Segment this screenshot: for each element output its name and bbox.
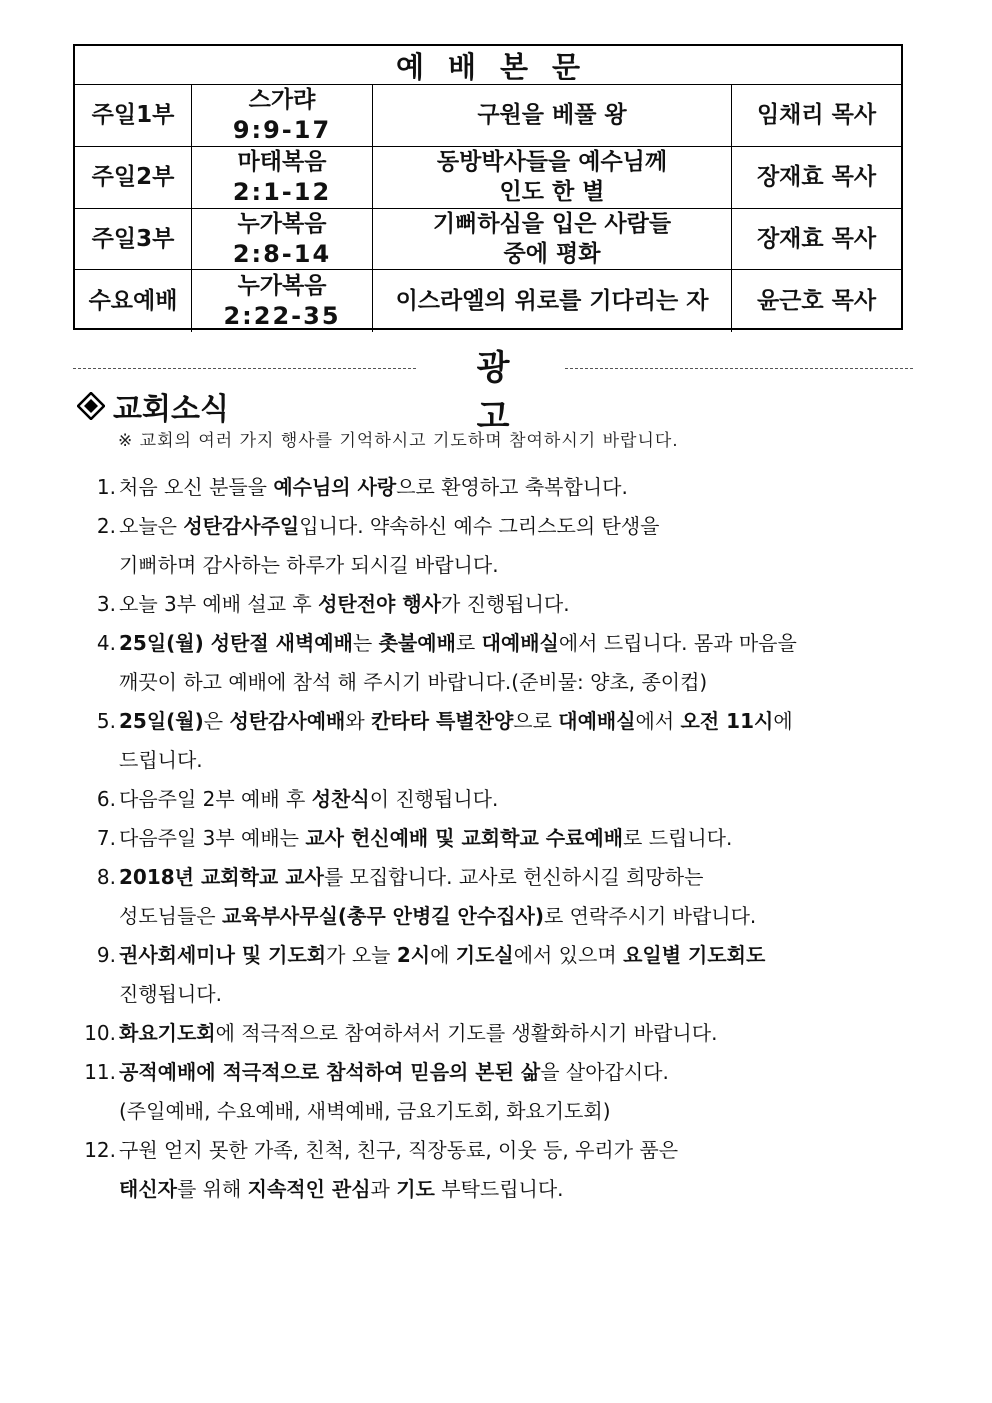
- scripture-verse: 2:22-35: [223, 302, 341, 331]
- sermon-title-cell: [373, 209, 732, 270]
- announcement-number: 3.: [96, 592, 116, 616]
- pastor-name: 장재효 목사: [756, 164, 877, 191]
- pastor-name: 임채리 목사: [756, 102, 877, 129]
- diamond-bullet-icon: [77, 392, 105, 420]
- announcement-line: [72, 585, 932, 624]
- service-name: 주일3부: [91, 225, 175, 252]
- worship-row: [75, 270, 901, 332]
- emphasis-text: 25일(월): [119, 709, 204, 733]
- announcement-text: 은: [203, 709, 230, 733]
- announcement-text: 처음 오신 분들을: [119, 475, 274, 499]
- announcement-list: [72, 468, 932, 1209]
- emphasis-text: 기도: [396, 1177, 435, 1201]
- pastor-cell: [732, 270, 901, 332]
- announcement-line: [72, 858, 932, 897]
- announcement-item: [72, 624, 932, 702]
- dashed-divider-right: [565, 368, 913, 369]
- announcement-number: 1.: [96, 475, 116, 499]
- announcement-text: 를 위해: [176, 1177, 248, 1201]
- announcements-title: 광고: [476, 348, 540, 437]
- service-name: 수요예배: [88, 288, 178, 315]
- announcement-item: [72, 858, 932, 936]
- emphasis-text: 성찬식: [311, 787, 370, 811]
- service-name: 주일1부: [91, 102, 175, 129]
- announcement-text: 에: [430, 943, 456, 967]
- emphasis-text: 2018년 교회학교 교사: [119, 865, 324, 889]
- announcement-line: [72, 1092, 932, 1131]
- sermon-title-line2: 인도 한 별: [499, 179, 605, 206]
- emphasis-text: 25일(월) 성탄절 새벽예배: [119, 631, 353, 655]
- announcement-number: 7.: [96, 826, 116, 850]
- announcement-item: [72, 468, 932, 507]
- sermon-title-line2: 중에 평화: [503, 240, 601, 267]
- announcement-text: 에 적극적으로 참여하셔서 기도를 생활화하시기 바랍니다.: [215, 1021, 718, 1045]
- announcement-text: 를 모집합니다. 교사로 헌신하시길 희망하는: [323, 865, 704, 889]
- announcement-line: [72, 936, 932, 975]
- scripture-cell: [192, 209, 373, 270]
- announcement-item: [72, 780, 932, 819]
- emphasis-text: 칸타타 특별찬양: [371, 709, 514, 733]
- announcement-text: 과: [370, 1177, 397, 1201]
- scripture-cell: [192, 85, 373, 146]
- emphasis-text: 성탄전야 행사: [318, 592, 441, 616]
- emphasis-text: 권사회세미나 및 기도회: [119, 943, 327, 967]
- emphasis-text: 공적예배에 적극적으로 참석하여 믿음의 본된 삶: [119, 1060, 541, 1084]
- worship-row: [75, 85, 901, 147]
- scripture-cell: [192, 147, 373, 208]
- worship-table: [73, 44, 903, 330]
- announcement-text: (주일예배, 수요예배, 새벽예배, 금요기도회, 화요기도회): [119, 1099, 611, 1123]
- announcement-text: 입니다. 약속하신 예수 그리스도의 탄생을: [299, 514, 660, 538]
- announcement-line: [72, 1131, 932, 1170]
- pastor-name: 윤근호 목사: [756, 288, 877, 315]
- announcement-text: 오늘은: [119, 514, 184, 538]
- emphasis-text: 지속적인 관심: [247, 1177, 371, 1201]
- announcement-line: [72, 507, 932, 546]
- announcement-number: 5.: [96, 709, 116, 733]
- announcement-text: 는: [352, 631, 379, 655]
- pastor-cell: [732, 147, 901, 208]
- announcement-text: 로 드립니다.: [623, 826, 733, 850]
- sermon-title-cell: [373, 270, 732, 332]
- announcement-item: [72, 1053, 932, 1131]
- service-name-cell: [75, 209, 192, 270]
- announcement-text: 깨끗이 하고 예배에 참석 해 주시기 바랍니다.(준비물: 양초, 종이컵): [119, 670, 708, 694]
- announcement-text: 구원 얻지 못한 가족, 친척, 친구, 직장동료, 이웃 등, 우리가 품은: [119, 1138, 679, 1162]
- service-name-cell: [75, 85, 192, 146]
- dashed-divider-left: [73, 368, 416, 369]
- service-name-cell: [75, 270, 192, 332]
- emphasis-text: 태신자: [119, 1177, 177, 1201]
- sermon-title-cell: [373, 85, 732, 146]
- worship-row: [75, 147, 901, 209]
- announcement-line: [72, 819, 932, 858]
- announcement-text: 으로: [513, 709, 559, 733]
- announcement-text: 가 진행됩니다.: [440, 592, 570, 616]
- announcement-text: 에: [773, 709, 793, 733]
- church-news-heading: [77, 384, 229, 428]
- announcement-item: [72, 1131, 932, 1209]
- scripture-cell: [192, 270, 373, 332]
- announcement-text: 드립니다.: [119, 748, 203, 772]
- sermon-title-cell: [373, 147, 732, 208]
- announcement-line: [72, 1053, 932, 1092]
- emphasis-text: 오전 11시: [680, 709, 774, 733]
- announcement-line: [72, 663, 932, 702]
- announcement-item: [72, 819, 932, 858]
- worship-rows: [75, 85, 901, 332]
- emphasis-text: 성탄감사주일: [183, 514, 300, 538]
- announcement-number: 10.: [84, 1021, 116, 1045]
- announcement-text: 에서 드립니다. 몸과 마음을: [558, 631, 797, 655]
- pastor-cell: [732, 85, 901, 146]
- sermon-title: 이스라엘의 위로를 기다리는 자: [395, 288, 709, 315]
- sermon-title: 기뻐하심을 입은 사람들: [432, 210, 672, 237]
- worship-row: [75, 209, 901, 271]
- announcement-item: [72, 702, 932, 780]
- church-news-title: 교회소식: [113, 392, 229, 427]
- announcement-line: [72, 1170, 932, 1209]
- pastor-cell: [732, 209, 901, 270]
- announcement-line: [72, 624, 932, 663]
- scripture-verse: 2:8-14: [232, 239, 332, 268]
- announcement-text: 오늘 3부 예배 설교 후: [119, 592, 319, 616]
- scripture-book: 마태복음: [237, 149, 327, 176]
- announcement-number: 12.: [84, 1138, 116, 1162]
- service-name: 주일2부: [91, 164, 175, 191]
- sermon-title: 동방박사들을 예수님께: [436, 149, 668, 176]
- announcement-line: [72, 468, 932, 507]
- announcement-number: 9.: [96, 943, 116, 967]
- announcement-item: [72, 507, 932, 585]
- announcement-line: [72, 897, 932, 936]
- emphasis-text: 교사 헌신예배 및 교회학교 수료예배: [305, 826, 624, 850]
- announcement-line: [72, 1014, 932, 1053]
- announcement-text: 다음주일 3부 예배는: [119, 826, 306, 850]
- announcement-item: [72, 1014, 932, 1053]
- emphasis-text: 화요기도회: [119, 1021, 216, 1045]
- announcement-line: [72, 546, 932, 585]
- announcement-text: 로: [455, 631, 482, 655]
- announcement-text: 성도님들은: [119, 904, 222, 928]
- announcement-item: [72, 936, 932, 1014]
- service-name-cell: [75, 147, 192, 208]
- announcement-text: 이 진행됩니다.: [369, 787, 499, 811]
- pastor-name: 장재효 목사: [756, 225, 877, 252]
- emphasis-text: 요일별 기도회도: [623, 943, 766, 967]
- announcement-text: 부탁드립니다.: [434, 1177, 564, 1201]
- scripture-verse: 2:1-12: [232, 178, 332, 207]
- emphasis-text: 기도실: [455, 943, 514, 967]
- announcement-text: 을 살아갑시다.: [540, 1060, 669, 1084]
- announcement-text: 로 연락주시기 바랍니다.: [543, 904, 757, 928]
- announcement-number: 11.: [84, 1060, 116, 1084]
- emphasis-text: 예수님의 사랑: [273, 475, 397, 499]
- announcement-text: 에서: [635, 709, 681, 733]
- announcement-line: [72, 780, 932, 819]
- announcement-text: 으로 환영하고 축복합니다.: [396, 475, 628, 499]
- scripture-verse: 9:9-17: [232, 116, 332, 145]
- emphasis-text: 성탄감사예배: [229, 709, 346, 733]
- emphasis-text: 촛불예배: [378, 631, 456, 655]
- scripture-book: 누가복음: [237, 210, 327, 237]
- announcement-text: 진행됩니다.: [119, 982, 222, 1006]
- emphasis-text: 교육부사무실(총무 안병길 안수집사): [221, 904, 544, 928]
- announcement-number: 2.: [96, 514, 116, 538]
- emphasis-text: 대예배실: [558, 709, 636, 733]
- announcement-text: 와: [345, 709, 372, 733]
- announcement-line: [72, 741, 932, 780]
- announcement-text: 가 오늘: [326, 943, 397, 967]
- announcement-line: [72, 702, 932, 741]
- emphasis-text: 대예배실: [481, 631, 559, 655]
- announcement-item: [72, 585, 932, 624]
- worship-table-title: 예배본문: [75, 46, 901, 85]
- scripture-book: 누가복음: [237, 273, 327, 300]
- scripture-book: 스가랴: [248, 87, 316, 114]
- announcement-text: 기뻐하며 감사하는 하루가 되시길 바랍니다.: [119, 553, 499, 577]
- announcements-note: ※ 교회의 여러 가지 행사를 기억하시고 기도하며 참여하시기 바랍니다.: [118, 431, 679, 451]
- sermon-title: 구원을 베풀 왕: [477, 102, 627, 129]
- announcement-text: 에서 있으며: [513, 943, 624, 967]
- announcement-line: [72, 975, 932, 1014]
- announcement-number: 8.: [96, 865, 116, 889]
- announcement-text: 다음주일 2부 예배 후: [119, 787, 312, 811]
- announcement-number: 4.: [96, 631, 116, 655]
- emphasis-text: 2시: [396, 943, 431, 967]
- announcement-number: 6.: [96, 787, 116, 811]
